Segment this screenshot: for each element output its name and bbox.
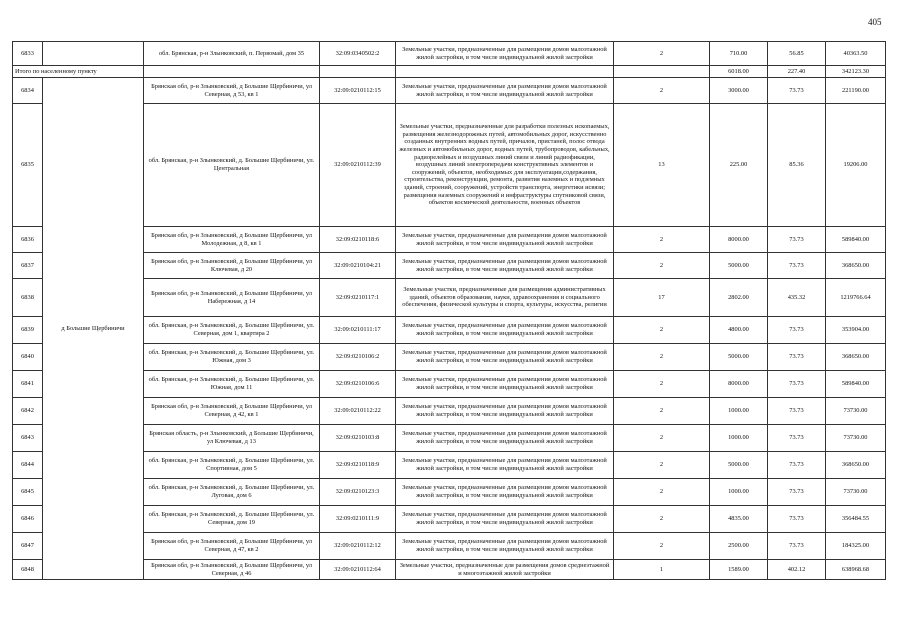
address-cell: обл. Брянская, р-н Злынковский, п. Первомай, дом 35	[144, 42, 320, 66]
land-use-cell: Земельные участки, предназначенные для размещения домов малоэтажной жилой застройки, в том числе индивидуальной жилой застройки	[396, 479, 614, 506]
address-cell: обл. Брянская, р-н Злынковский, д. Большие Щербиничи, ул. Северная, дом 1, квартира 2	[144, 317, 320, 344]
group-cell: 2	[614, 317, 710, 344]
land-use-cell: Земельные участки, предназначенные для размещения домов среднеэтажной и многоэтажной жилой застройки	[396, 560, 614, 580]
table-row	[13, 506, 886, 533]
cadastral-number-cell: 32:09:0210123:3	[320, 479, 396, 506]
table-row	[13, 371, 886, 398]
value-cell: 40363.50	[826, 42, 886, 66]
cadastral-number-cell: 32:09:0210111:9	[320, 506, 396, 533]
rate-cell: 73.73	[768, 452, 826, 479]
cadastral-number-cell: 32:09:0210118:6	[320, 227, 396, 253]
rate-cell: 73.73	[768, 253, 826, 279]
address-cell: Брянская обл, р-н Злынковский, д Большие Щербиничи, ул Северная, д 47, кв 2	[144, 533, 320, 560]
area-cell: 1589.00	[710, 560, 768, 580]
rate-cell: 73.73	[768, 317, 826, 344]
group-cell: 2	[614, 425, 710, 452]
rate-cell: 56.85	[768, 42, 826, 66]
rate-cell: 73.73	[768, 227, 826, 253]
total-rate: 227.40	[768, 66, 826, 78]
address-cell: обл. Брянская, р-н Злынковский, д. Большие Щербиничи, ул. Спортивная, дом 5	[144, 452, 320, 479]
table-row	[13, 560, 886, 580]
value-cell: 73730.00	[826, 479, 886, 506]
value-cell: 368650.00	[826, 452, 886, 479]
land-use-cell: Земельные участки, предназначенные для размещения домов малоэтажной жилой застройки, в том числе индивидуальной жилой застройки	[396, 371, 614, 398]
row-number: 6845	[13, 479, 43, 506]
land-use-cell: Земельные участки, предназначенные для размещения домов малоэтажной жилой застройки, в том числе индивидуальной жилой застройки	[396, 533, 614, 560]
table-row	[13, 279, 886, 317]
land-use-cell: Земельные участки, предназначенные для размещения домов малоэтажной жилой застройки, в том числе индивидуальной жилой застройки	[396, 398, 614, 425]
value-cell: 353904.00	[826, 317, 886, 344]
rate-cell: 73.73	[768, 533, 826, 560]
total-area: 6018.00	[710, 66, 768, 78]
table-row	[13, 344, 886, 371]
row-number: 6842	[13, 398, 43, 425]
land-use-cell: Земельные участки, предназначенные для размещения домов малоэтажной жилой застройки, в том числе индивидуальной жилой застройки	[396, 425, 614, 452]
area-cell: 1000.00	[710, 398, 768, 425]
row-number: 6847	[13, 533, 43, 560]
cadastral-number-cell: 32:09:0210106:2	[320, 344, 396, 371]
area-cell: 8000.00	[710, 371, 768, 398]
address-cell: Брянская область, р-н Злынковский, д Большие Щербиничи, ул Ключевая, д 13	[144, 425, 320, 452]
group-cell: 2	[614, 42, 710, 66]
group-cell: 2	[614, 452, 710, 479]
cadastral-number-cell: 32:09:0210117:1	[320, 279, 396, 317]
address-cell: Брянская обл, р-н Злынковский, д Большие Щербиничи, ул Северная, д 42, кв 1	[144, 398, 320, 425]
area-cell: 1000.00	[710, 479, 768, 506]
rate-cell: 435.32	[768, 279, 826, 317]
land-use-cell: Земельные участки, предназначенные для размещения домов малоэтажной жилой застройки, в том числе индивидуальной жилой застройки	[396, 78, 614, 104]
address-cell: обл. Брянская, р-н Злынковский, д. Большие Щербиничи, ул. Центральная	[144, 104, 320, 227]
group-cell: 2	[614, 253, 710, 279]
group-cell: 2	[614, 227, 710, 253]
rate-cell: 73.73	[768, 425, 826, 452]
row-number: 6839	[13, 317, 43, 344]
row-number: 6846	[13, 506, 43, 533]
locality-total-row	[13, 66, 886, 78]
total-label: Итого по населенному пункту	[13, 66, 144, 78]
group-cell: 2	[614, 506, 710, 533]
row-number: 6834	[13, 78, 43, 104]
rate-cell: 73.73	[768, 78, 826, 104]
area-cell: 5000.00	[710, 452, 768, 479]
cadastral-number-cell: 32:09:0210111:17	[320, 317, 396, 344]
address-cell: Брянская обл, р-н Злынковский, д Большие Щербиничи, ул Северная, д 46	[144, 560, 320, 580]
area-cell: 3000.00	[710, 78, 768, 104]
value-cell: 1219766.64	[826, 279, 886, 317]
row-number: 6836	[13, 227, 43, 253]
land-use-cell: Земельные участки, предназначенные для размещения административных зданий, объектов образования, науки, здравоохранения и социального обеспечения, физической культуры и спорта, культуры, искусства, религии	[396, 279, 614, 317]
row-number: 6841	[13, 371, 43, 398]
value-cell: 73730.00	[826, 398, 886, 425]
rate-cell: 85.36	[768, 104, 826, 227]
group-cell: 17	[614, 279, 710, 317]
cadastral-number-cell: 32:09:0340502:2	[320, 42, 396, 66]
table-row	[13, 452, 886, 479]
land-use-cell: Земельные участки, предназначенные для размещения домов малоэтажной жилой застройки, в том числе индивидуальной жилой застройки	[396, 253, 614, 279]
cadastral-number-cell: 32:09:0210112:64	[320, 560, 396, 580]
table-row	[13, 425, 886, 452]
group-cell: 2	[614, 78, 710, 104]
area-cell: 1000.00	[710, 425, 768, 452]
land-use-cell: Земельные участки, предназначенные для размещения домов малоэтажной жилой застройки, в том числе индивидуальной жилой застройки	[396, 317, 614, 344]
group-cell: 2	[614, 533, 710, 560]
land-use-cell: Земельные участки, предназначенные для размещения домов малоэтажной жилой застройки, в том числе индивидуальной жилой застройки	[396, 42, 614, 66]
row-number: 6835	[13, 104, 43, 227]
cadastral-number-cell: 32:09:0210112:15	[320, 78, 396, 104]
area-cell: 2802.00	[710, 279, 768, 317]
row-number: 6833	[13, 42, 43, 66]
value-cell: 368650.00	[826, 344, 886, 371]
group-cell: 1	[614, 560, 710, 580]
rate-cell: 73.73	[768, 344, 826, 371]
cadastral-value-table	[12, 41, 886, 580]
locality-name: д Большие Щербиничи	[43, 78, 144, 580]
address-cell: Брянская обл, р-н Злынковский, д Большие Щербиничи, ул Северная, д 53, кв 1	[144, 78, 320, 104]
value-cell: 368650.00	[826, 253, 886, 279]
group-cell: 2	[614, 344, 710, 371]
area-cell: 8000.00	[710, 227, 768, 253]
page-number: 405	[868, 17, 882, 27]
cadastral-number-cell: 32:09:0210112:39	[320, 104, 396, 227]
value-cell: 19206.00	[826, 104, 886, 227]
cadastral-number-cell: 32:09:0210104:21	[320, 253, 396, 279]
cadastral-number-cell: 32:09:0210103:8	[320, 425, 396, 452]
value-cell: 184325.00	[826, 533, 886, 560]
address-cell: Брянская обл, р-н Злынковский, д Большие Щербиничи, ул Ключевая, д 20	[144, 253, 320, 279]
row-number: 6837	[13, 253, 43, 279]
total-value: 342123.30	[826, 66, 886, 78]
group-cell: 2	[614, 479, 710, 506]
table-row	[13, 42, 886, 66]
value-cell: 73730.00	[826, 425, 886, 452]
value-cell: 356484.55	[826, 506, 886, 533]
area-cell: 225.00	[710, 104, 768, 227]
area-cell: 4800.00	[710, 317, 768, 344]
area-cell: 5000.00	[710, 253, 768, 279]
rate-cell: 402.12	[768, 560, 826, 580]
value-cell: 221190.00	[826, 78, 886, 104]
locality-cell	[43, 42, 144, 66]
address-cell: обл. Брянская, р-н Злынковский, д. Большие Щербиничи, ул. Луговая, дом 6	[144, 479, 320, 506]
table-row	[13, 317, 886, 344]
row-number: 6843	[13, 425, 43, 452]
area-cell: 710.00	[710, 42, 768, 66]
row-number: 6840	[13, 344, 43, 371]
table-row	[13, 227, 886, 253]
table-row	[13, 253, 886, 279]
address-cell: Брянская обл, р-н Злынковский, д Большие Щербиничи, ул Набережная, д 14	[144, 279, 320, 317]
table-row	[13, 78, 886, 104]
address-cell: Брянская обл, р-н Злынковский, д Большие Щербиничи, ул Молодежная, д 8, кв 1	[144, 227, 320, 253]
table-row	[13, 479, 886, 506]
area-cell: 5000.00	[710, 344, 768, 371]
rate-cell: 73.73	[768, 371, 826, 398]
value-cell: 589840.00	[826, 371, 886, 398]
cadastral-number-cell: 32:09:0210118:9	[320, 452, 396, 479]
group-cell: 2	[614, 371, 710, 398]
group-cell: 2	[614, 398, 710, 425]
rate-cell: 73.73	[768, 398, 826, 425]
cadastral-number-cell: 32:09:0210106:6	[320, 371, 396, 398]
area-cell: 2500.00	[710, 533, 768, 560]
rate-cell: 73.73	[768, 479, 826, 506]
land-use-cell: Земельные участки, предназначенные для разработки полезных ископаемых, размещения железнодорожных путей, автомобильных дорог, искусственно созданных внутренних водных путей, причалов, пристаней, полос отвода железных и автомобильных дорог, водных путей, трубопроводов, кабельных, радиорелейных и воздушных линий связи и линий радиофикации, воздушных линий электропередачи конструктивных элементов и сооружений, объектов, необходимых для эксплуатации,содержания, строительства, реконструкции, ремонта, развития наземных и подземных зданий, строений, сооружений, устройств транспорта, энергетики исвязи; размещения наземных сооружений и инфраструктуры спутниковой связи, объектов космической деятельности, военных объектов	[396, 104, 614, 227]
address-cell: обл. Брянская, р-н Злынковский, д. Большие Щербиничи, ул. Южная, дом 11	[144, 371, 320, 398]
land-use-cell: Земельные участки, предназначенные для размещения домов малоэтажной жилой застройки, в том числе индивидуальной жилой застройки	[396, 506, 614, 533]
group-cell: 13	[614, 104, 710, 227]
rate-cell: 73.73	[768, 506, 826, 533]
area-cell: 4835.00	[710, 506, 768, 533]
row-number: 6838	[13, 279, 43, 317]
value-cell: 589840.00	[826, 227, 886, 253]
row-number: 6848	[13, 560, 43, 580]
table-row	[13, 533, 886, 560]
value-cell: 638968.68	[826, 560, 886, 580]
row-number: 6844	[13, 452, 43, 479]
table-row	[13, 104, 886, 227]
cadastral-number-cell: 32:09:0210112:22	[320, 398, 396, 425]
address-cell: обл. Брянская, р-н Злынковский, д. Большие Щербиничи, ул. Южная, дом 3	[144, 344, 320, 371]
cadastral-number-cell: 32:09:0210112:12	[320, 533, 396, 560]
land-use-cell: Земельные участки, предназначенные для размещения домов малоэтажной жилой застройки, в том числе индивидуальной жилой застройки	[396, 227, 614, 253]
table-row	[13, 398, 886, 425]
land-use-cell: Земельные участки, предназначенные для размещения домов малоэтажной жилой застройки, в том числе индивидуальной жилой застройки	[396, 452, 614, 479]
land-use-cell: Земельные участки, предназначенные для размещения домов малоэтажной жилой застройки, в том числе индивидуальной жилой застройки	[396, 344, 614, 371]
address-cell: обл. Брянская, р-н Злынковский, д. Большие Щербиничи, ул. Северная, дом 19	[144, 506, 320, 533]
